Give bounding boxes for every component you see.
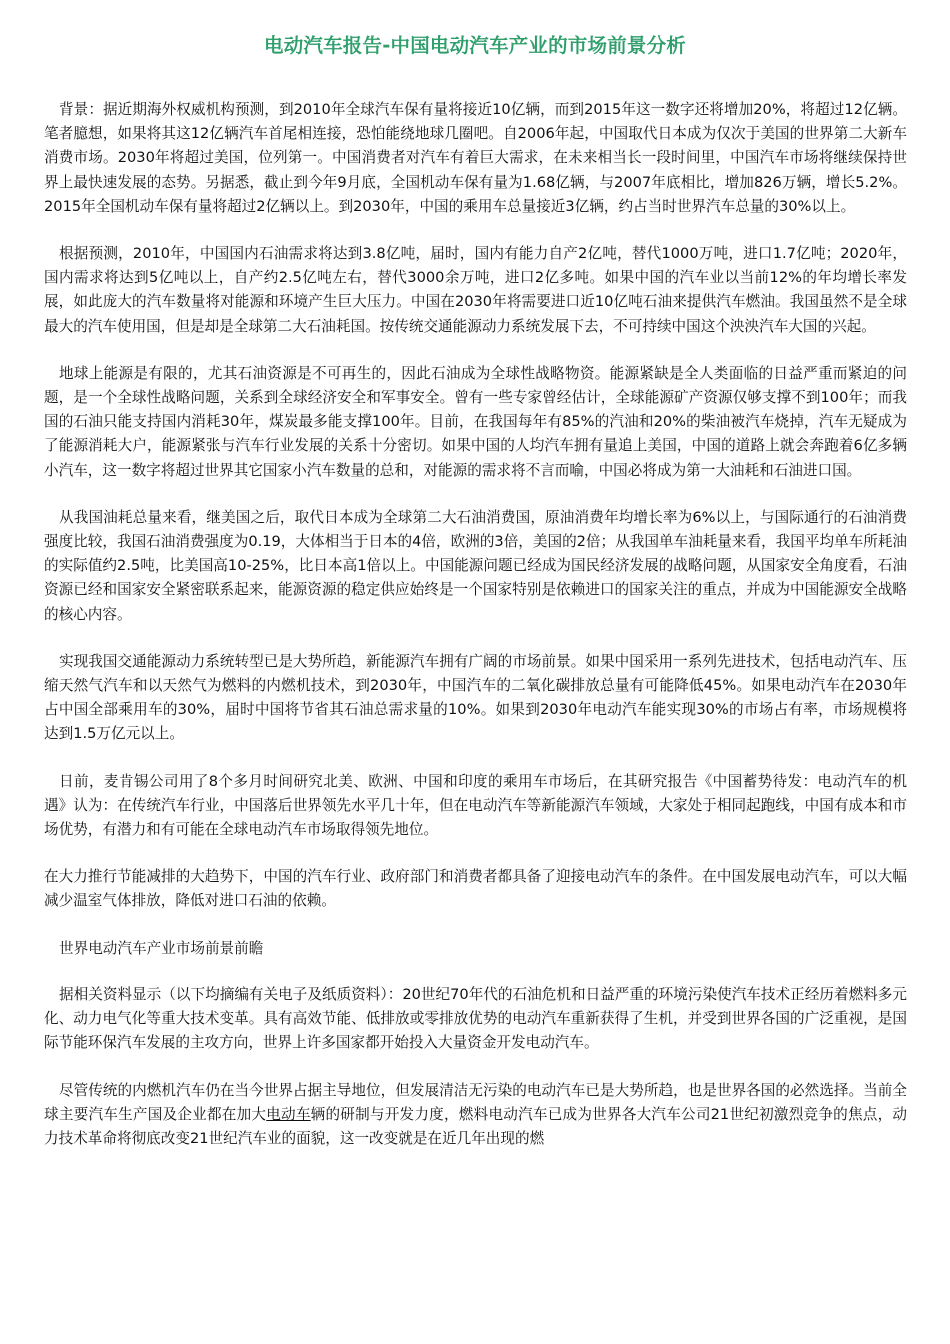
paragraph-oil-consumption: 从我国油耗总量来看，继美国之后，取代日本成为全球第二大石油消费国，原油消费年均增长率为6%以上，与国际通行的石油消费强度比较，我国石油消费强度为0.19，大体相当于日本的4倍，欧洲的3倍，美国的2倍；从我国单车油耗量来看，我国平均单车所耗油的实际值约2.5吨，比美国高10-25%，比日本高1倍以上。中国能源问题已经成为国民经济发展的战略问题，从国家安全角度看，石油资源已经和国家安全紧密联系起来，能源资源的稳定供应始终是一个国家特别是依赖进口的国家关注的重点，并成为中国能源安全战略的核心内容。 [44, 508, 908, 623]
document-title: 电动汽车报告-中国电动汽车产业的市场前景分析 [264, 34, 686, 57]
paragraph-text-before-link: 尽管传统的内燃机汽车仍在当今世界占据主导地位，但发展清洁无污染的电动汽车已是大势所趋，也是世界各国的必然选择。当前全球主要汽车生产国及企业都在加大 [44, 1081, 907, 1123]
paragraph-text-after-link: 辆的研制与开发力度，燃料电动汽车已成为世界各大汽车公司21世纪初激烈竞争的焦点，动力技术革命将彻底改变21世纪汽车业的面貌，这一改变就是在近几年出现的燃 [44, 1105, 907, 1147]
paragraph-transition: 实现我国交通能源动力系统转型已是大势所趋，新能源汽车拥有广阔的市场前景。如果中国采用一系列先进技术，包括电动汽车、压缩天然气汽车和以天然气为燃料的内燃机技术，到2030年，中国汽车的二氧化碳排放总量有可能降低45%。如果电动汽车在2030年占中国全部乘用车的30%，届时中国将节省其石油总需求量的10%。如果到2030年电动汽车能实现30%的市场占有率，市场规模将达到1.5万亿元以上。 [44, 652, 907, 743]
paragraph-history: 据相关资料显示（以下均摘编有关电子及纸质资料）：20世纪70年代的石油危机和日益严重的环境污染使汽车技术正经历着燃料多元化、动力电气化等重大技术变革。具有高效节能、低排放或零排放优势的电动汽车重新获得了生机，并受到世界各国的广泛重视，是国际节能环保汽车发展的主攻方向，世界上许多国家都开始投入大量资金开发电动汽车。 [44, 985, 907, 1052]
paragraph-emission-reduction: 在大力推行节能减排的大趋势下，中国的汽车行业、政府部门和消费者都具备了迎接电动汽车的条件。在中国发展电动汽车，可以大幅减少温室气体排放，降低对进口石油的依赖。 [44, 868, 907, 910]
paragraph-global-trend [44, 1079, 907, 1149]
paragraph-mckinsey: 日前，麦肯锡公司用了8个多月时间研究北美、欧洲、中国和印度的乘用车市场后，在其研究报告《中国蓄势待发：电动汽车的机遇》认为：在传统汽车行业，中国落后世界领先水平几十年，但在电动汽车等新能源汽车领域，大家处于相同起跑线，中国有成本和市场优势，有潜力和有可能在全球电动汽车市场取得领先地位。 [44, 772, 907, 839]
paragraph-energy-limits: 地球上能源是有限的，尤其石油资源是不可再生的，因此石油成为全球性战略物资。能源紧缺是全人类面临的日益严重而紧迫的问题，是一个全球性战略问题，关系到全球经济安全和军事安全。曾有一些专家曾经估计，全球能源矿产资源仅够支撑不到100年；而我国的石油只能支持国内消耗30年，煤炭最多能支撑100年。目前，在我国每年有85%的汽油和20%的柴油被汽车烧掉，汽车无疑成为了能源消耗大户，能源紧张与汽车行业发展的关系十分密切。如果中国的人均汽车拥有量追上美国，中国的道路上就会奔跑着6亿多辆小汽车，这一数字将超过世界其它国家小汽车数量的总和，对能源的需求将不言而喻，中国必将成为第一大油耗和石油进口国。 [44, 364, 907, 479]
paragraph-oil-forecast: 根据预测，2010年，中国国内石油需求将达到3.8亿吨，届时，国内有能力自产2亿吨，替代1000万吨，进口1.7亿吨；2020年，国内需求将达到5亿吨以上，自产约2.5亿吨左右，替代3000余万吨，进口2亿多吨。如果中国的汽车业以当前12%的年均增长率发展，如此庞大的汽车数量将对能源和环境产生巨大压力。中国在2030年将需要进口近10亿吨石油来提供汽车燃油。我国虽然不是全球最大的汽车使用国，但是却是全球第二大石油耗国。按传统交通能源动力系统发展下去，不可持续中国这个泱泱汽车大国的兴起。 [44, 245, 907, 335]
document-body [44, 98, 907, 1172]
section-heading: 世界电动汽车产业市场前景前瞻 [59, 939, 264, 957]
paragraph-background: 背景：据近期海外权威机构预测，到2010年全球汽车保有量将接近10亿辆，而到2015年这一数字还将增加20%，将超过12亿辆。笔者臆想，如果将其这12亿辆汽车首尾相连接，恐怕能绕地球几圈吧。自2006年起，中国取代日本成为仅次于美国的世界第二大新车消费市场。2030年将超过美国，位列第一。中国消费者对汽车有着巨大需求，在未来相当长一段时间里，中国汽车市场将继续保持世界上最快速发展的态势。另据悉，截止到今年9月底，全国机动车保有量为1.68亿辆，与2007年底相比，增加826万辆，增长5.2%。2015年全国机动车保有量将超过2亿辆以上。到2030年，中国的乘用车总量接近3亿辆，约占当时世界汽车总量的30%以上。 [44, 101, 907, 215]
electric-vehicle-link[interactable]: 电动车 [266, 1105, 311, 1123]
